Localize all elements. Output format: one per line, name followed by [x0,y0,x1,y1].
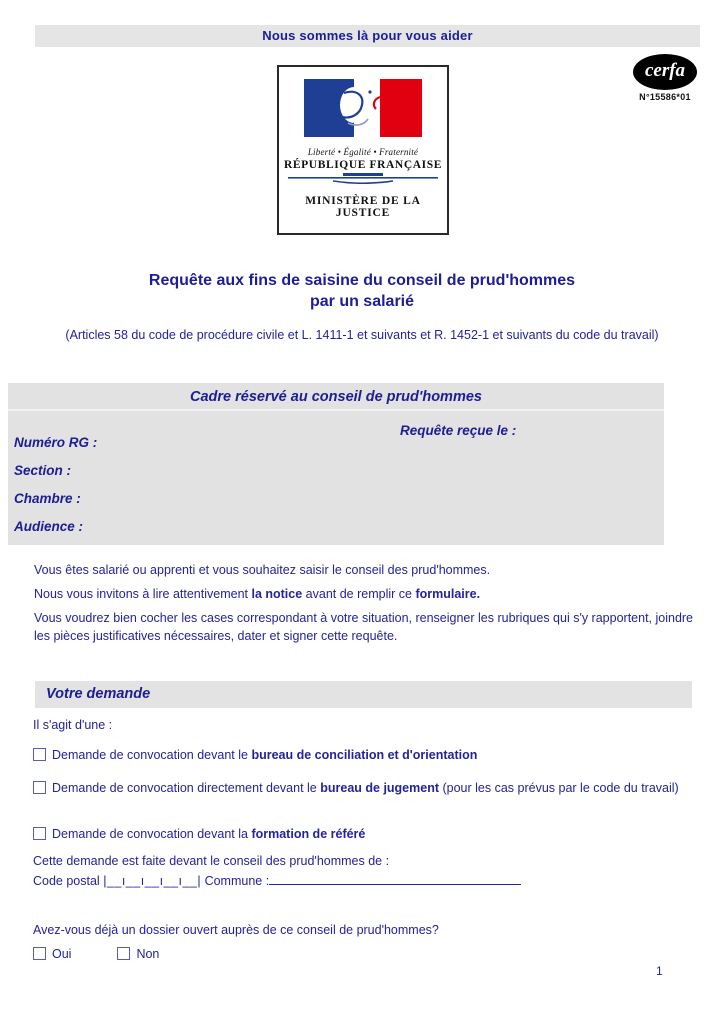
section-label: Section : [14,463,72,478]
oui-non-row [33,945,695,963]
commune-label: Commune : [201,874,270,888]
ministry-logo-box [277,65,449,235]
code-postal-field[interactable]: |__ı__ı__ı__ı__| [103,874,202,888]
help-banner: Nous sommes là pour vous aider [35,25,700,47]
intro-paragraph-2 [34,585,694,603]
jugement-checkbox[interactable] [33,781,46,794]
intro-paragraph-3: Vous voudrez bien cocher les cases correspondant à votre situation, renseigner les rubriques qui s'y rapportent, joindre les pièces justificatives nécessaires, dater et signer cette requête. [34,611,694,643]
reserved-frame-title: Cadre réservé au conseil de prud'hommes [8,383,664,411]
reserved-frame [8,383,664,545]
cerfa-badge [620,54,710,102]
refere-label-bold: formation de référé [251,827,366,841]
divider-line-icon [288,172,438,184]
non-label: Non [136,947,160,961]
conciliation-label-pre: Demande de convocation devant le [52,748,252,762]
checkbox-row-jugement [33,779,695,797]
cerfa-number: N°15586*01 [639,92,691,102]
code-postal-row [33,872,695,890]
numero-rg-label: Numéro RG : [14,435,98,450]
dossier-question: Avez-vous déjà un dossier ouvert auprès de ce conseil de prud'hommes? [33,923,439,937]
audience-label: Audience : [14,519,84,534]
intro-text [34,561,694,651]
chambre-label: Chambre : [14,491,81,506]
form-title [0,270,724,312]
checkbox-row-refere [33,825,695,843]
refere-checkbox[interactable] [33,827,46,840]
code-postal-label: Code postal [33,874,104,888]
republique-text: RÉPUBLIQUE FRANÇAISE [283,159,442,171]
oui-checkbox[interactable] [33,947,46,960]
conciliation-checkbox[interactable] [33,748,46,761]
commune-field[interactable] [269,872,521,885]
section-votre-demande: Votre demande [35,681,692,708]
conseil-destination-label: Cette demande est faite devant le conseil des prud'hommes de : [33,854,390,868]
page-number: 1 [656,964,663,978]
intro-paragraph-1: Vous êtes salarié ou apprenti et vous souhaitez saisir le conseil des prud'hommes. [34,563,491,577]
marianne-flag-icon [304,79,422,137]
il-sagit-label: Il s'agit d'une : [33,718,113,732]
oui-label: Oui [52,947,72,961]
formulaire-emphasis: formulaire. [415,587,481,601]
motto-text: Liberté • Égalité • Fraternité [307,147,419,157]
checkbox-row-conciliation [33,746,695,764]
intro-p2-mid: avant de remplir ce [302,587,416,601]
form-title-line1: Requête aux fins de saisine du conseil de prud'hommes [148,272,576,289]
jugement-label-pre: Demande de convocation directement devant le [52,781,321,795]
form-title-line2: par un salarié [309,293,415,310]
cerfa-logo: cerfa [633,54,697,90]
form-subtitle: (Articles 58 du code de procédure civile et L. 1411-1 et suivants et R. 1452-1 et suivants du code du travail) [65,328,659,342]
notice-emphasis: la notice [251,587,303,601]
jugement-label-bold: bureau de jugement [320,781,440,795]
requete-recue-label: Requête reçue le : [400,423,517,438]
intro-p2-pre: Nous vous invitons à lire attentivement [34,587,252,601]
ministry-name: MINISTÈRE DE LA JUSTICE [305,195,421,219]
conciliation-label-bold: bureau de conciliation et d'orientation [251,748,478,762]
jugement-label-post: (pour les cas prévus par le code du travail) [439,781,679,795]
non-checkbox[interactable] [117,947,130,960]
refere-label-pre: Demande de convocation devant la [52,827,252,841]
